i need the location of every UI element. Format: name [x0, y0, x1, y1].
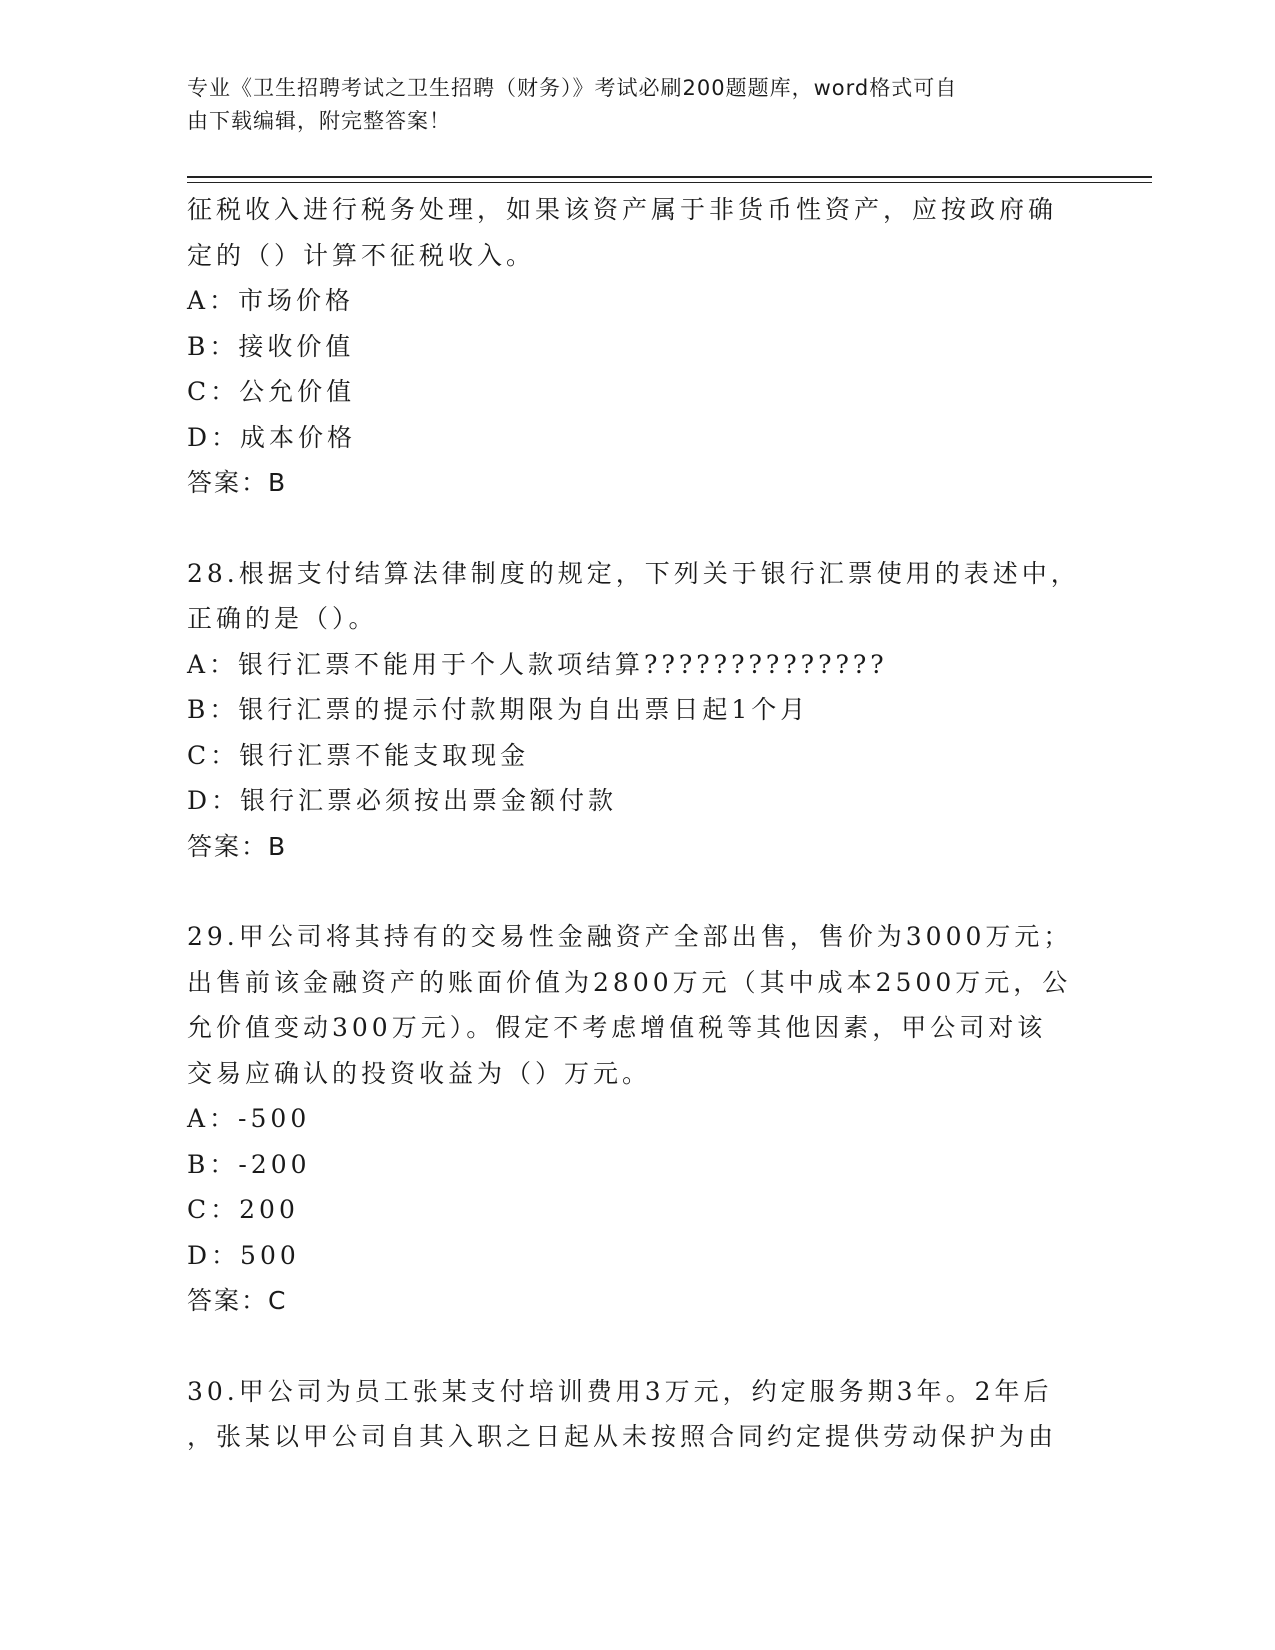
option-b: B：银行汇票的提示付款期限为自出票日起1个月: [187, 695, 810, 724]
option-d: D：银行汇票必须按出票金额付款: [187, 786, 618, 815]
question-stem-line: 出售前该金融资产的账面价值为2800万元（其中成本2500万元，公: [187, 967, 1072, 997]
question-stem-line: 定的（）计算不征税收入。: [187, 240, 536, 270]
header-divider-thick: [187, 176, 1152, 178]
header-divider-thin: [187, 182, 1152, 183]
answer-line: 答案：B: [187, 831, 288, 861]
option-b: B：-200: [187, 1149, 311, 1179]
question-30: [187, 1369, 1087, 1460]
option-a: A：-500: [187, 1104, 311, 1133]
question-stem-line: 征税收入进行税务处理，如果该资产属于非货币性资产，应按政府确: [187, 195, 1058, 224]
question-stem-line: 28.根据支付结算法律制度的规定，下列关于银行汇票使用的表述中，: [187, 558, 1080, 588]
document-header: [187, 72, 1067, 138]
header-line-1: 专业《卫生招聘考试之卫生招聘（财务）》考试必刷200题题库，word格式可自: [187, 76, 958, 100]
header-line-2: 由下载编辑，附完整答案！: [187, 109, 451, 133]
question-29: [187, 914, 1087, 1324]
option-a: A：银行汇票不能用于个人款项结算??????????????: [187, 649, 888, 679]
option-d: D：500: [187, 1240, 300, 1270]
question-stem-line: 正确的是（）。: [187, 604, 378, 633]
option-c: C：公允价值: [187, 377, 356, 406]
spacer: [187, 869, 1087, 914]
answer-line: 答案：C: [187, 1286, 288, 1315]
question-list: [187, 187, 1087, 1460]
option-c: C：200: [187, 1195, 299, 1224]
question-stem-line: 29.甲公司将其持有的交易性金融资产全部出售，售价为3000万元；: [187, 922, 1073, 951]
question-stem-line: 允价值变动300万元）。假定不考虑增值税等其他因素，甲公司对该: [187, 1013, 1047, 1042]
option-c: C：银行汇票不能支取现金: [187, 740, 530, 770]
question-stem-line: 30.甲公司为员工张某支付培训费用3万元，约定服务期3年。2年后: [187, 1376, 1053, 1406]
option-d: D：成本价格: [187, 422, 357, 452]
question-27: [187, 187, 1087, 506]
spacer: [187, 506, 1087, 551]
option-b: B：接收价值: [187, 331, 355, 361]
question-28: [187, 551, 1087, 870]
option-a: A：市场价格: [187, 286, 355, 315]
answer-line: 答案：B: [187, 468, 288, 497]
question-stem-line: 交易应确认的投资收益为（）万元。: [187, 1058, 652, 1088]
spacer: [187, 1324, 1087, 1369]
question-stem-line: ，张某以甲公司自其入职之日起从未按照合同约定提供劳动保护为由: [187, 1422, 1058, 1451]
